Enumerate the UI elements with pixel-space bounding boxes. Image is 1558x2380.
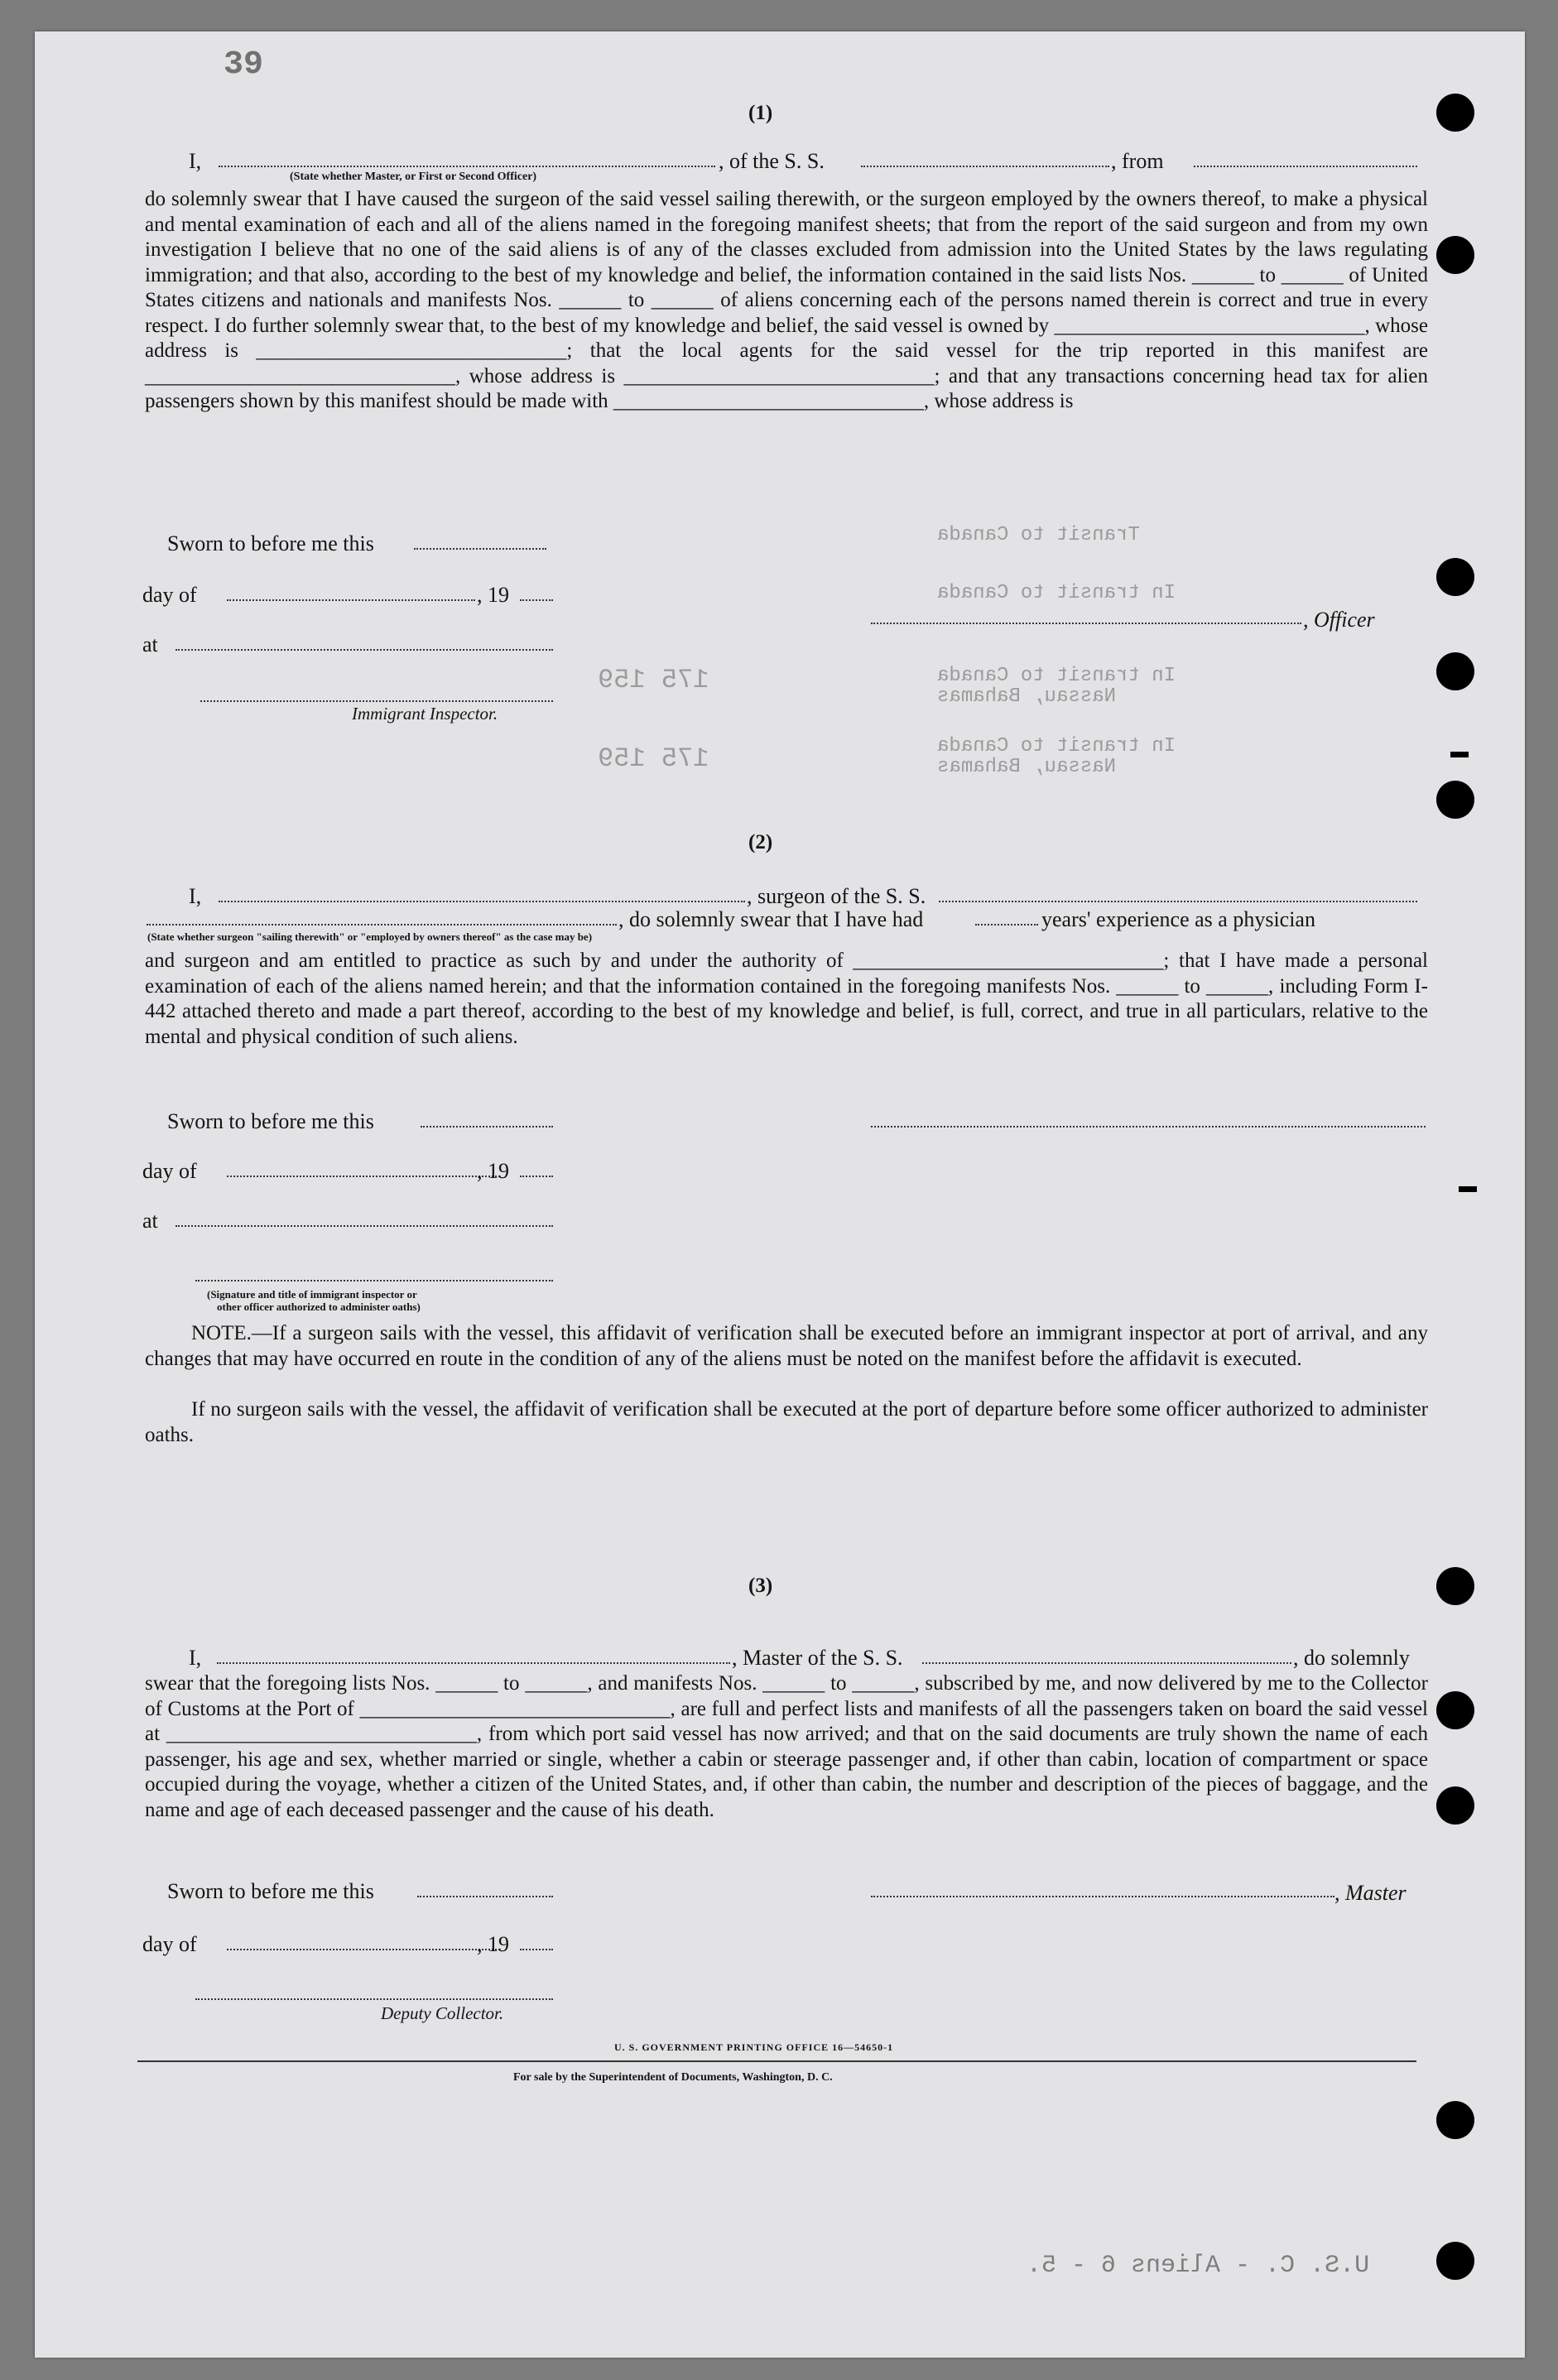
sworn-label-1: Sworn to before me this (167, 531, 374, 555)
sworn-label-3: Sworn to before me this (167, 1879, 374, 1903)
port-from-blank (1194, 166, 1417, 167)
surgeon-signature-blank (871, 1126, 1426, 1127)
day-of-blank-3 (227, 1949, 500, 1950)
sig-caption-line-2: other officer authorized to administer oaths) (217, 1301, 421, 1313)
punch-hole (1436, 781, 1474, 819)
master-of-label: , Master of the S. S. (732, 1646, 903, 1670)
bleed-text: 175 159 (598, 743, 709, 774)
section-2-body: and surgeon and am entitled to practice as such by and under the authority of ______________________________; that I have made a personal examination of each of the aliens named herein; and that the information contained in the foregoing manifests Nos. ______ to ______, including Form I-442 attached thereto and made a part thereof, according to the best of my knowledge and belief, is full, correct, and true in all particulars, relative to the mental and physical condition of such aliens. (145, 950, 1428, 1048)
intro-i: I, (189, 149, 202, 173)
do-solemnly-label-2: , do solemnly swear that I have had (618, 907, 924, 931)
officer-caption: (State whether Master, or First or Second Officer) (290, 171, 537, 183)
punch-hole (1436, 2242, 1474, 2280)
surgeon-of-label: , surgeon of the S. S. (747, 884, 926, 908)
surgeon-status-blank (147, 924, 617, 926)
sworn-label-2: Sworn to before me this (167, 1109, 374, 1133)
day-of-blank-2 (227, 1176, 500, 1177)
sworn-blank-2 (421, 1126, 553, 1127)
binding-mark (1450, 752, 1469, 757)
day-of-blank-1 (227, 599, 475, 601)
note-2: If no surgeon sails with the vessel, the affidavit of verification shall be executed at the port of departure before some officer authorized to administer oaths. (145, 1398, 1428, 1446)
sworn-blank-1 (414, 548, 546, 550)
at-label-1: at (142, 632, 158, 656)
punch-hole (1436, 2101, 1474, 2139)
bleed-text: Nassau, Bahamas (937, 685, 1117, 708)
footer-text: For sale by the Superintendent of Documents, Washington, D. C. (513, 2071, 833, 2084)
punch-hole (1436, 1786, 1474, 1825)
master-label: , Master (1334, 1881, 1407, 1905)
years-blank (975, 924, 1038, 926)
section-1-header-line (189, 149, 201, 174)
at-blank-1 (176, 649, 553, 651)
year-blank-1 (520, 599, 553, 601)
day-of-label-1: day of (142, 583, 197, 607)
day-of-label-2: day of (142, 1159, 197, 1183)
surgeon-caption: (State whether surgeon "sailing therewith" or "employed by owners thereof" as the case may be) (147, 930, 593, 943)
from-label: , from (1111, 149, 1164, 173)
section-2-number: (2) (748, 831, 773, 853)
punch-hole (1436, 1567, 1474, 1605)
master-name-blank (217, 1662, 730, 1664)
officer-name-blank (219, 166, 715, 167)
year-label-3: , 19 (477, 1932, 509, 1956)
bleed-text: In transit to Canada (937, 665, 1176, 687)
year-label-2: , 19 (477, 1159, 509, 1183)
vessel-name-blank (861, 166, 1109, 167)
bleed-text: In transit to Canada (937, 582, 1176, 604)
punch-hole (1436, 1691, 1474, 1729)
of-the-ss-label: , of the S. S. (719, 149, 825, 173)
surgeon-name-blank (219, 901, 745, 902)
corner-page-number: 39 (224, 46, 264, 84)
day-of-label-3: day of (142, 1932, 197, 1956)
inspector-signature-line (200, 700, 553, 702)
inspector-signature-line-2 (195, 1280, 553, 1281)
master-vessel-blank (922, 1662, 1291, 1664)
officer-label: , Officer (1303, 608, 1375, 632)
punch-hole (1436, 236, 1474, 274)
bleed-text: Transit to Canada (937, 524, 1140, 546)
year-blank-2 (520, 1176, 553, 1177)
intro-i-2: I, (189, 884, 202, 908)
sworn-blank-3 (417, 1896, 553, 1897)
punch-hole (1436, 652, 1474, 690)
bleed-text: 175 159 (598, 665, 709, 695)
master-signature-blank (871, 1896, 1334, 1897)
section-3-number: (3) (748, 1575, 773, 1597)
footer-rule (137, 2060, 1416, 2062)
year-label-1: , 19 (477, 583, 509, 607)
years-experience-label: years' experience as a physician (1041, 907, 1315, 931)
note-1-text: —If a surgeon sails with the vessel, this affidavit of verification shall be executed before an immigrant inspector at port of arrival, and any changes that may have occurred en route in the condition of any of the aliens must be noted on the manifest before the affidavit is executed. (145, 1322, 1428, 1370)
collector-signature-line (195, 1998, 553, 2000)
section-1-number: (1) (748, 102, 773, 124)
bleed-text: In transit to Canada (937, 735, 1176, 757)
immigrant-inspector-label: Immigrant Inspector. (352, 704, 498, 724)
section-3-body: swear that the foregoing lists Nos. ______ to ______, and manifests Nos. ______ to ______, subscribed by me, and now delivered by me to the Collector of Customs at the Port of ______________________________, are full and perfect lists and manifests of all the passengers taken on board the said vessel at ______________________________, from which port said vessel has now arrived; and that on the said documents are truly shown the name of each passenger, his age and sex, whether married or single, whether a cabin or steerage passenger and, if other than cabin, location of compartment or space occupied during the voyage, whether a citizen of the United States, and, if other than cabin, the number and description of the pieces of baggage, and the name and age of each deceased passenger and the cause of his death. (145, 1672, 1428, 1821)
binding-mark (1459, 1186, 1477, 1192)
deputy-collector-label: Deputy Collector. (381, 2003, 504, 2023)
sig-caption-line-1: (Signature and title of immigrant inspector or (207, 1288, 417, 1301)
at-label-2: at (142, 1209, 158, 1233)
surgeon-vessel-blank (939, 901, 1417, 902)
officer-signature-blank (871, 623, 1301, 624)
year-blank-3 (520, 1949, 553, 1950)
note-label: NOTE. (191, 1322, 252, 1344)
punch-hole (1436, 558, 1474, 596)
do-solemnly-label-3: , do solemnly (1293, 1646, 1410, 1670)
note-1 (145, 1321, 1428, 1372)
bleed-text: Nassau, Bahamas (937, 756, 1117, 778)
punch-hole (1436, 94, 1474, 132)
bleed-text: U.S. C. - Aliens 6 - 5. (1027, 2252, 1370, 2280)
printer-imprint: U. S. GOVERNMENT PRINTING OFFICE 16—54650-1 (614, 2041, 894, 2053)
at-blank-2 (176, 1225, 553, 1227)
manifest-verification-sheet (35, 31, 1525, 2358)
section-1-body: do solemnly swear that I have caused the surgeon of the said vessel sailing therewith, or the surgeon employed by the owners thereof, to make a physical and mental examination of each and all of the aliens named in the foregoing manifest sheets; that from the report of the said surgeon and from my own investigation I believe that no one of the said aliens is of any of the classes excluded from admission into the United States by the laws regulating immigration; and that also, according to the best of my knowledge and belief, the information contained in the said lists Nos. ______ to ______ of United States citizens and nationals and manifests Nos. ______ to ______ of aliens concerning each of the persons named therein is correct and true in every respect. I do further solemnly swear that, to the best of my knowledge and belief, the said vessel is owned by ______________________________, whose address is ______________________________; that the local agents for the said vessel for the trip reported in this manifest are ______________________________, whose address is ______________________________; and that any transactions concerning head tax for alien passengers shown by this manifest should be made with ______________________________, whose address is (145, 188, 1428, 412)
intro-i-3: I, (189, 1646, 202, 1670)
